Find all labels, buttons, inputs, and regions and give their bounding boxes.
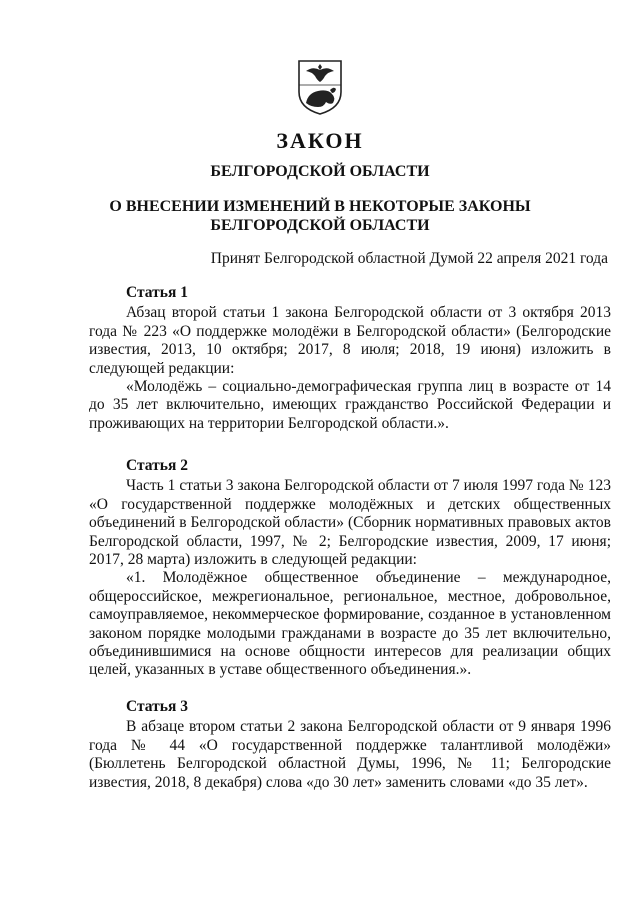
article-paragraph: Часть 1 статьи 3 закона Белгородской области от 7 июля 1997 года № 123 «О государственной поддержке молодёжных и детских общественных объединений в Белгородской области» (Сборник нормативных правовых актов Белгородской области, 1997, № 2; Белгородские известия, 2009, 17 июня; 2017, 28 марта) изложить в следующей редакции: bbox=[89, 477, 611, 569]
article-title: Статья 2 bbox=[126, 457, 188, 474]
document-title: ЗАКОН bbox=[276, 128, 364, 153]
article-paragraph: «1. Молодёжное общественное объединение – международное, общероссийское, межрегиональное, региональное, местное, добровольное, самоуправляемое, некоммерческое формирование, созданное в установленном законом порядке молодыми гражданами в возрасте до 35 лет включительно, объединившимися на основе общности интересов для реализации общих целей, указанных в уставе общественного объединения.». bbox=[89, 569, 611, 679]
belgorod-coat-of-arms-icon bbox=[296, 58, 344, 116]
article-title: Статья 3 bbox=[126, 698, 188, 715]
article-paragraph: «Молодёжь – социально-демографическая группа лиц в возрасте от 14 до 35 лет включительно, имеющих гражданство Российской Федерации и проживающих на территории Белгородской области.». bbox=[89, 378, 611, 432]
article-title: Статья 1 bbox=[126, 284, 188, 301]
article-paragraph: Абзац второй статьи 1 закона Белгородской области от 3 октября 2013 года № 223 «О поддержке молодёжи в Белгородской области» (Белгородские известия, 2013, 10 октября; 2017, 8 июля; 2018, 19 июня) изложить в следующей редакции: bbox=[89, 304, 611, 377]
adoption-line: Принят Белгородской областной Думой 22 апреля 2021 года bbox=[210, 250, 608, 267]
document-subtitle: БЕЛГОРОДСКОЙ ОБЛАСТИ bbox=[210, 163, 430, 180]
article-3 bbox=[89, 698, 611, 792]
article-2 bbox=[89, 457, 611, 680]
article-paragraph: В абзаце втором статьи 2 закона Белгородской области от 9 января 1996 года № 44 «О государственной поддержке талантливой молодёжи» (Бюллетень Белгородской областной Думы, 1996, № 11; Белгородские известия, 2018, 8 декабря) слова «до 30 лет» заменить словами «до 35 лет». bbox=[89, 718, 611, 791]
article-1 bbox=[89, 284, 611, 433]
document-heading: О ВНЕСЕНИИ ИЗМЕНЕНИЙ В НЕКОТОРЫЕ ЗАКОНЫ БЕЛГОРОДСКОЙ ОБЛАСТИ bbox=[109, 198, 531, 234]
